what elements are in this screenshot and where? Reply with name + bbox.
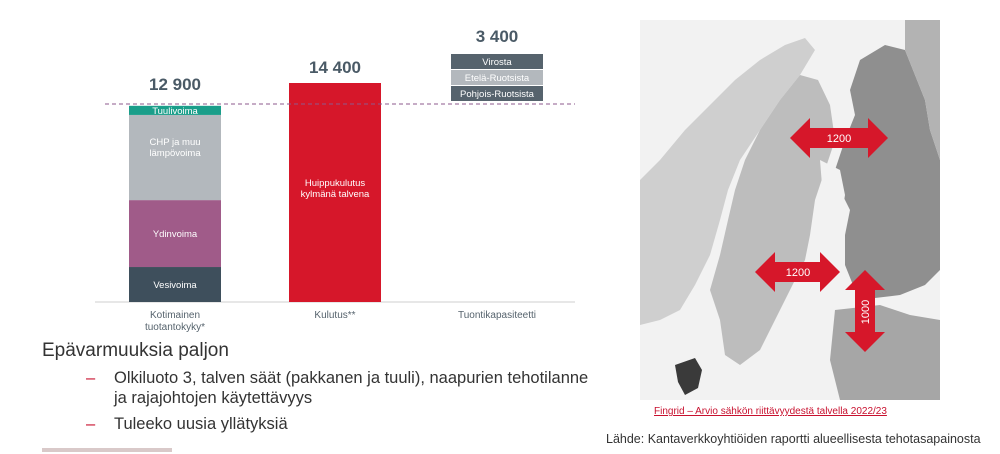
segment-label: Vesivoima [153,280,197,292]
source-link[interactable]: Fingrid – Arvio sähkön riittävyydestä talvella 2022/23 [654,406,887,417]
segment-label: Huippukulutus [304,178,366,189]
bullet-dash: – [86,369,96,387]
bullet-text-2: Tuleeko uusia yllätyksiä [114,415,288,433]
arrow-label-north: 1200 [826,133,852,145]
segment-label: Tuulivoima [152,105,198,117]
bullet-heading: Epävarmuuksia paljon [42,340,229,361]
category-label: tuotantokyky* [144,322,206,333]
segment-label: CHP ja muu [149,136,201,148]
nordic-map [640,20,940,400]
category-label: Kotimainen [149,310,201,321]
bullet-item [42,368,602,408]
segment-label: Ydinvoima [152,229,198,241]
arrow-label-estonia: 1000 [860,299,872,325]
segment-label: Etelä-Ruotsista [464,73,530,84]
category-label: Tuontikapasiteetti [457,310,537,321]
bullet-dash: – [86,415,96,433]
bullet-section [42,340,602,440]
bar-total-label: 14 400 [309,58,361,77]
segment-label: lämpövoima [149,147,201,159]
bar-total-label: 12 900 [149,75,201,94]
segment-label: kylmänä talvena [300,189,370,200]
bullet-item [42,414,602,434]
capacity-chart [0,0,600,340]
segment-label: Pohjois-Ruotsista [460,89,534,100]
cutoff-text-fragment [42,440,172,454]
bullet-text-1: Olkiluoto 3, talven säät (pakkanen ja tuuli), naapurien tehotilanne ja rajajohtojen käytettävyys [114,369,589,407]
arrow-label-south: 1200 [785,267,811,279]
baltics-shape [830,305,940,400]
category-label: Kulutus** [314,310,356,321]
source-note: Lähde: Kantaverkkoyhtiöiden raportti alueellisesta tehotasapainosta [606,432,981,446]
segment-label: Virosta [482,57,512,68]
bar-total-label: 3 400 [475,27,519,46]
